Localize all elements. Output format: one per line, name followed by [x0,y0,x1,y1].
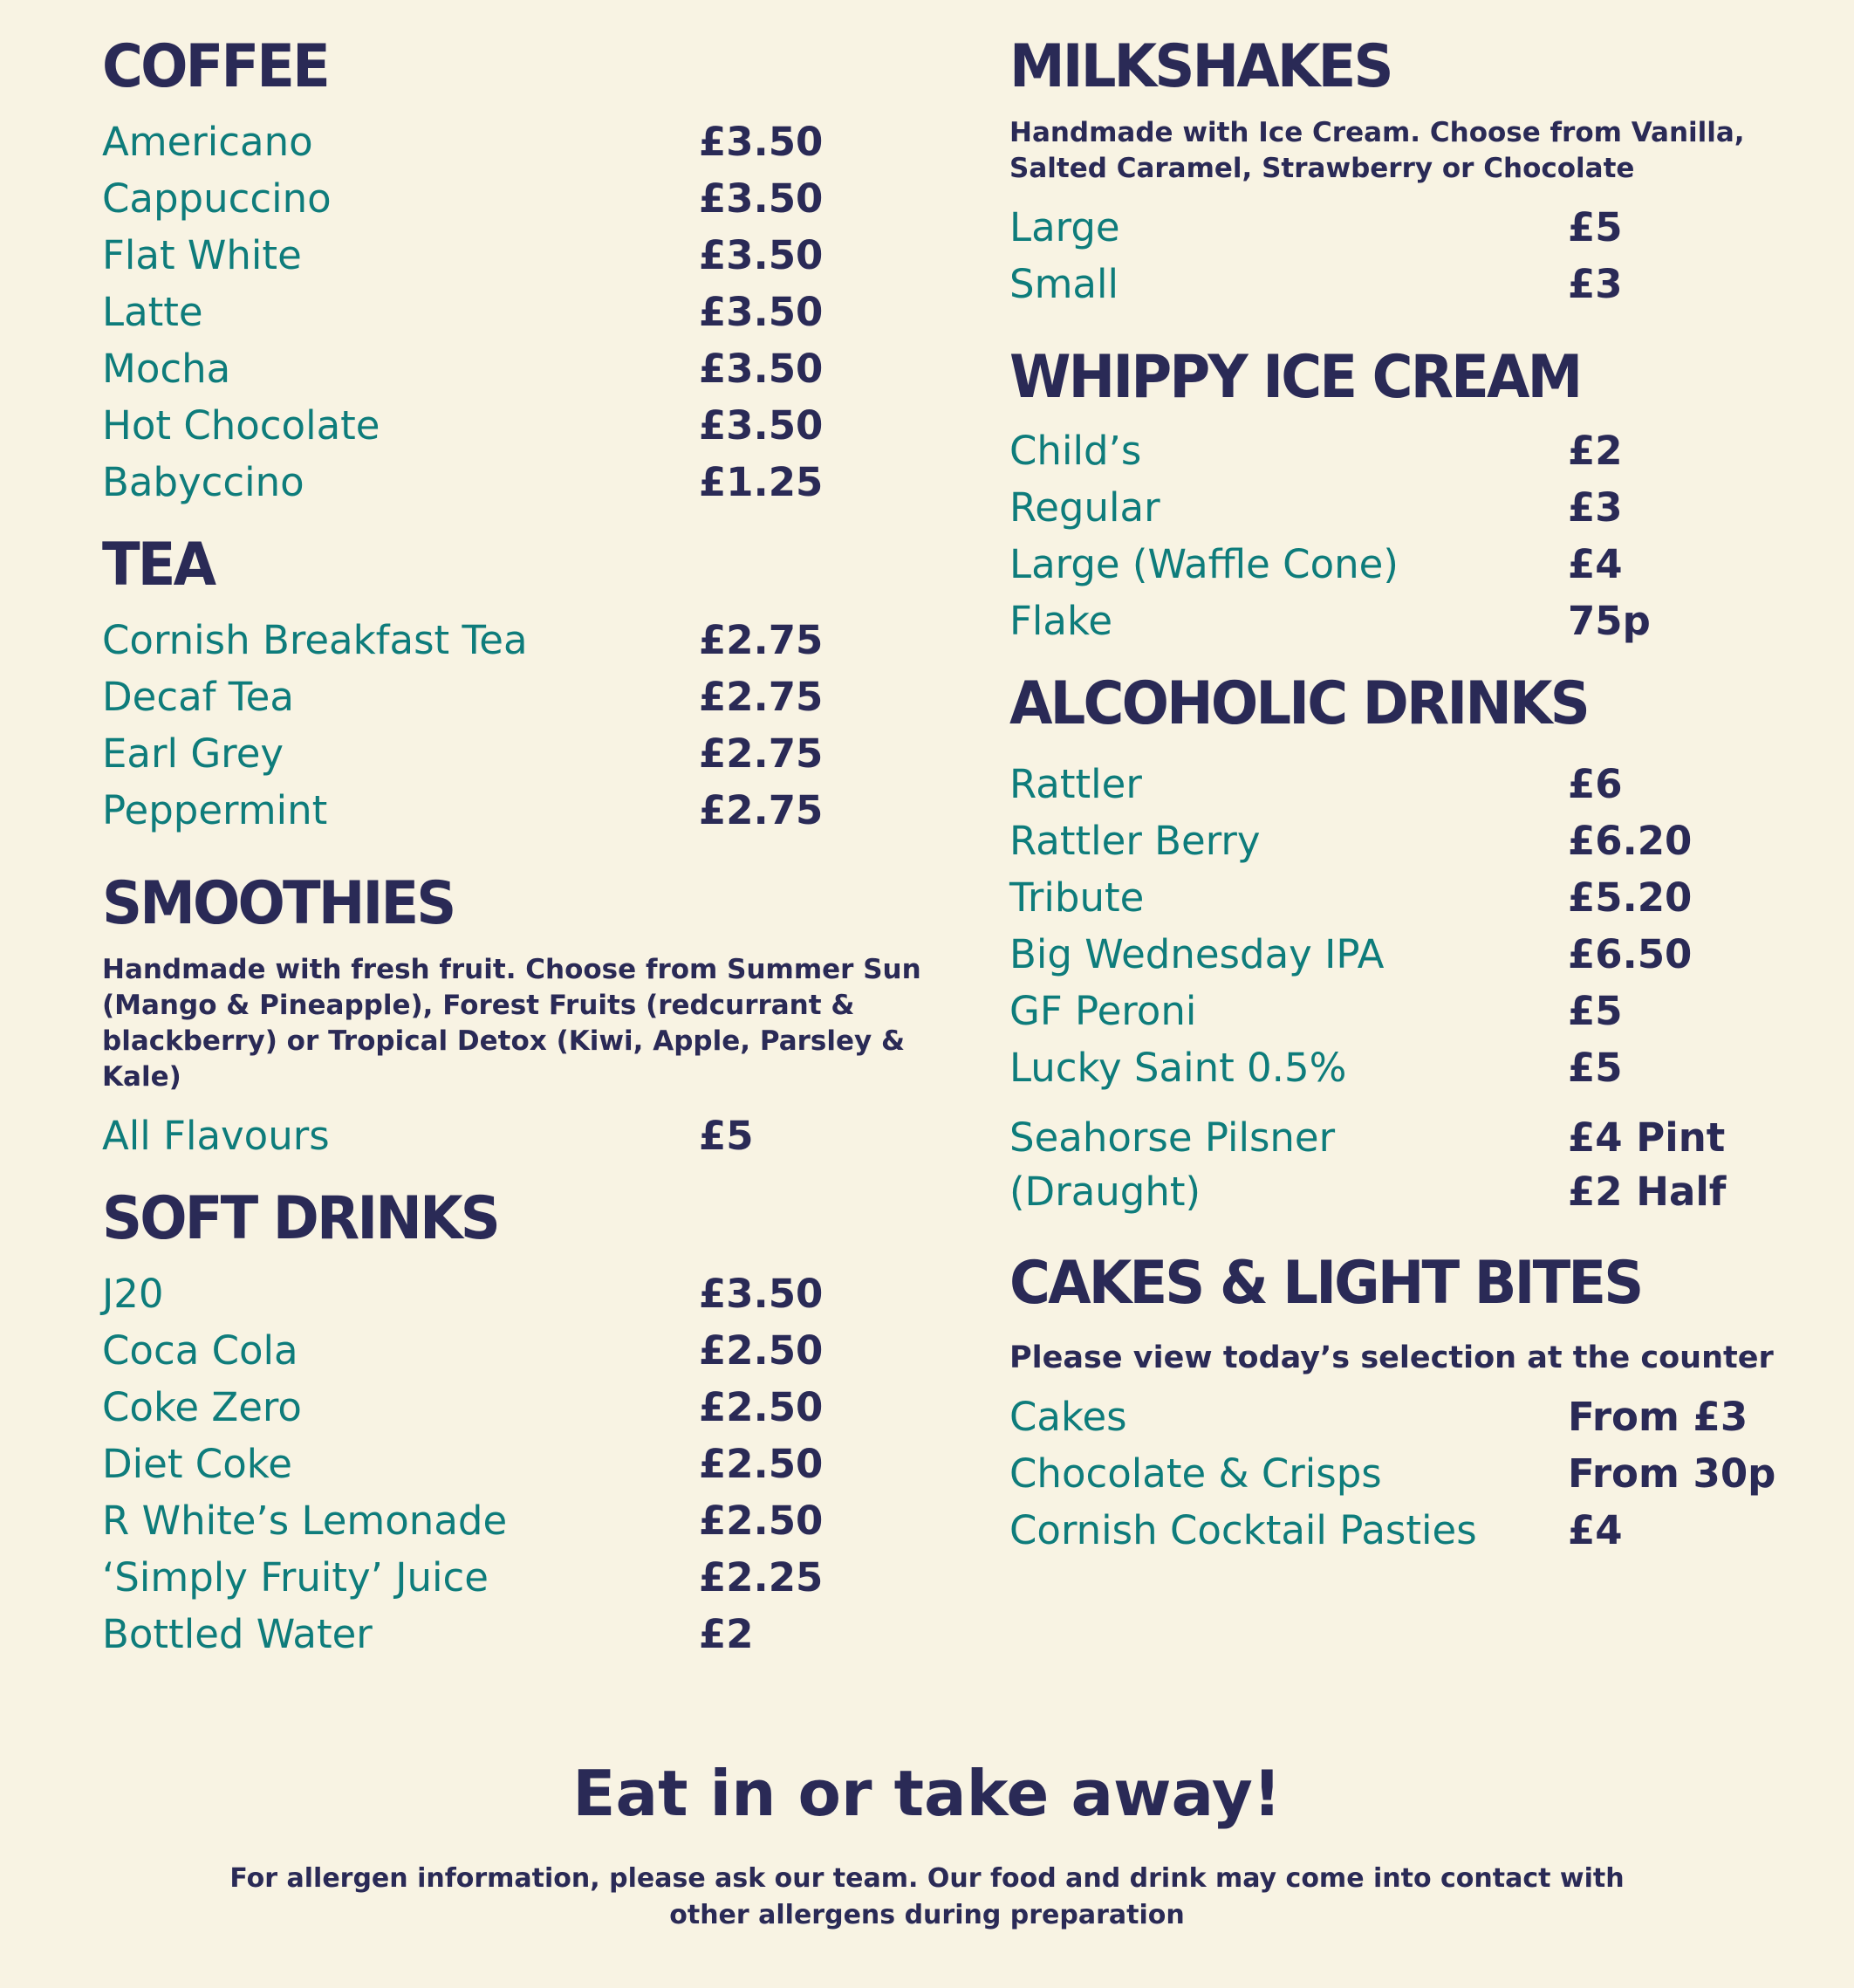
item-price: £4 Pint [1568,1114,1726,1161]
item-name: Cornish Cocktail Pasties [1009,1507,1477,1553]
item-name: Child’s [1009,428,1142,474]
item-price: £3.50 [699,289,824,335]
menu-left-column [102,26,940,1662]
menu-item [1009,869,1821,926]
item-price: £2.25 [699,1554,824,1601]
menu-item [102,454,940,511]
menu-item [1009,1388,1821,1445]
item-price: £6.20 [1568,818,1693,864]
draught-item [1009,1110,1821,1218]
item-price: £2 [1568,428,1623,474]
menu-item [102,668,940,725]
menu-item [102,1265,940,1322]
section-title-soft-drinks: SOFT DRINKS [102,1184,499,1253]
item-name: Babyccino [102,459,304,505]
item-name: R White’s Lemonade [102,1498,508,1544]
item-name: (Draught) [1009,1168,1201,1215]
menu-item [102,782,940,839]
smoothies-section [102,863,940,1164]
item-price: £2.50 [699,1441,824,1487]
section-title-smoothies: SMOOTHIES [102,869,455,938]
menu-item [102,340,940,397]
item-price: £5.20 [1568,874,1693,921]
menu-item [102,1322,940,1379]
item-price: £5 [1568,1045,1623,1091]
item-price: £2.75 [699,730,824,777]
section-title-coffee: COFFEE [102,32,328,101]
item-price: From 30p [1568,1450,1776,1497]
whippy-ice-cream-section [1009,337,1821,649]
item-price: £5 [699,1113,754,1159]
menu-item [1009,479,1821,536]
item-name: Seahorse Pilsner [1009,1114,1336,1161]
menu-item [1009,422,1821,479]
item-name: Chocolate & Crisps [1009,1450,1382,1497]
item-name: J20 [102,1271,164,1317]
item-name: Mocha [102,346,231,392]
item-price: £3.50 [699,175,824,222]
item-name: Big Wednesday IPA [1009,931,1385,977]
menu-item [102,1436,940,1492]
item-name: All Flavours [102,1113,330,1159]
tea-section [102,524,940,839]
item-price: £4 [1568,1507,1623,1553]
item-price: £2.50 [699,1498,824,1544]
item-name: Large (Waffle Cone) [1009,541,1399,587]
item-price: £3.50 [699,119,824,165]
menu-right-column [1009,26,1821,1559]
item-price: From £3 [1568,1394,1748,1440]
menu-item [102,284,940,340]
item-name: Lucky Saint 0.5% [1009,1045,1347,1091]
menu-item [1009,756,1821,812]
item-name: Americano [102,119,313,165]
item-name: Cornish Breakfast Tea [102,617,528,663]
section-title-whippy: WHIPPY ICE CREAM [1009,343,1581,412]
item-name: Peppermint [102,787,328,833]
footer-headline: Eat in or take away! [572,1757,1282,1830]
soft-drinks-section [102,1178,940,1662]
menu-item [1009,256,1821,312]
menu-item [102,113,940,170]
cakes-section [1009,1243,1821,1559]
item-price: £5 [1568,204,1623,250]
item-name: Small [1009,261,1119,307]
menu-item [1009,1502,1821,1559]
milkshakes-section [1009,26,1821,312]
item-price: £2.50 [699,1327,824,1374]
item-name: Rattler [1009,761,1142,807]
item-price: £1.25 [699,459,824,505]
item-price: £6.50 [1568,931,1693,977]
section-title-cakes: CAKES & LIGHT BITES [1009,1249,1642,1318]
item-name: Cappuccino [102,175,332,222]
section-title-milkshakes: MILKSHAKES [1009,32,1392,101]
item-price: £2.75 [699,617,824,663]
item-name: Flat White [102,232,302,278]
menu-item [102,170,940,227]
section-description: Handmade with fresh fruit. Choose from Summer Sun (Mango & Pineapple), Forest Fruits (redcurrant & blackberry) or Tropical Detox (Kiwi, Apple, Parsley & Kale) [102,954,921,1093]
item-price: £3.50 [699,1271,824,1317]
menu-item [102,1606,940,1662]
section-description: Handmade with Ice Cream. Choose from Vanilla, Salted Caramel, Strawberry or Chocolate [1009,117,1745,184]
menu-item [102,397,940,454]
item-price: £3.50 [699,346,824,392]
item-price: 75p [1568,598,1651,644]
menu-item [1009,983,1821,1039]
item-name: Hot Chocolate [102,402,380,449]
allergen-note: For allergen information, please ask our team. Our food and drink may come into contact with other allergens during preparation [229,1863,1625,1930]
item-price: £6 [1568,761,1623,807]
item-price: £2 [699,1611,754,1657]
item-name: Latte [102,289,203,335]
item-name: ‘Simply Fruity’ Juice [102,1554,489,1601]
item-name: Flake [1009,598,1113,644]
item-name: Diet Coke [102,1441,292,1487]
item-name: Tribute [1009,874,1145,921]
menu-item [1009,593,1821,649]
item-name: Cakes [1009,1394,1127,1440]
draught-row-1 [1009,1110,1821,1164]
item-price: £2.75 [699,674,824,720]
item-name: Earl Grey [102,730,284,777]
item-price: £4 [1568,541,1623,587]
menu-item [1009,536,1821,593]
item-price: £3.50 [699,232,824,278]
menu-item [102,1379,940,1436]
section-description: Please view today’s selection at the counter [1009,1340,1774,1375]
alcoholic-drinks-section [1009,663,1821,1218]
item-name: Decaf Tea [102,674,294,720]
coffee-section [102,26,940,511]
item-price: £3.50 [699,402,824,449]
menu-item [102,1492,940,1549]
item-name: GF Peroni [1009,988,1197,1034]
menu-item [1009,812,1821,869]
item-name: Coke Zero [102,1384,302,1430]
menu-item [102,725,940,782]
menu-item [102,1107,940,1164]
item-name: Coca Cola [102,1327,298,1374]
item-name: Bottled Water [102,1611,373,1657]
footer [0,1745,1854,1934]
item-name: Rattler Berry [1009,818,1261,864]
draught-row-2 [1009,1164,1821,1218]
menu-item [102,227,940,284]
item-price: £5 [1568,988,1623,1034]
item-name: Large [1009,204,1120,250]
section-title-tea: TEA [102,531,215,600]
section-title-alcoholic: ALCOHOLIC DRINKS [1009,669,1588,738]
menu-item [1009,199,1821,256]
menu-item [102,612,940,668]
item-price: £2.75 [699,787,824,833]
menu-item [102,1549,940,1606]
item-name: Regular [1009,484,1160,531]
item-price: £3 [1568,484,1623,531]
menu-item [1009,1039,1821,1096]
menu-item [1009,926,1821,983]
menu-item [1009,1445,1821,1502]
item-price: £2 Half [1568,1168,1727,1215]
item-price: £2.50 [699,1384,824,1430]
item-price: £3 [1568,261,1623,307]
